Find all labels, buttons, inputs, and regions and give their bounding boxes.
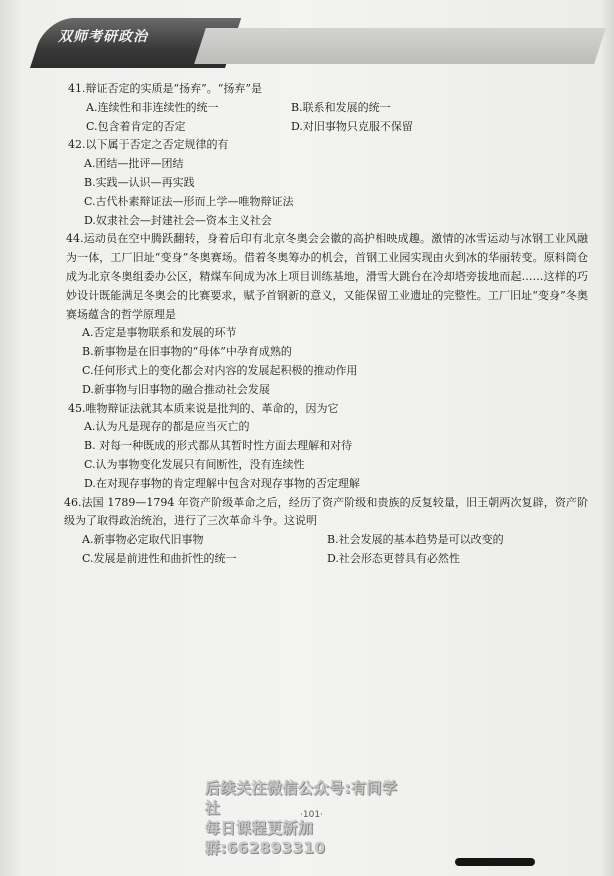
question-stem: 46.法国 1789—1794 年资产阶级革命之后，经历了资产阶级和贵族的反复较量，旧王朝两次复辟，资产阶级为了取得政治统治，进行了三次革命斗争。这说明 bbox=[64, 495, 588, 528]
option-a: A.连续性和非连续性的统一 bbox=[86, 100, 219, 114]
header-title: 双师考研政治 bbox=[58, 29, 148, 45]
watermark-line-2: 每日课程更新加群:662893310 bbox=[205, 819, 326, 857]
option-c: C.古代朴素辩证法—形而上学—唯物辩证法 bbox=[84, 194, 294, 208]
question-44 bbox=[66, 230, 588, 399]
option-d: D.对旧事物只克服不保留 bbox=[291, 119, 413, 133]
question-list bbox=[64, 80, 588, 569]
option-b: B.社会发展的基本趋势是可以改变的 bbox=[327, 533, 504, 547]
option-b: B.实践—认识—再实践 bbox=[84, 175, 195, 189]
question-stem: 41.辩证否定的实质是“扬弃”。“扬弃”是 bbox=[68, 82, 262, 95]
option-d: D.社会形态更替具有必然性 bbox=[327, 551, 460, 565]
option-b: B.新事物是在旧事物的“母体”中孕育成熟的 bbox=[82, 345, 292, 359]
option-d: D.奴隶社会—封建社会—资本主义社会 bbox=[84, 213, 272, 227]
header-light-bar bbox=[194, 28, 606, 64]
option-group bbox=[68, 155, 588, 230]
option-b: B.联系和发展的统一 bbox=[291, 100, 391, 114]
watermark-line-1: 后续关注微信公众号:有间学社 bbox=[205, 779, 398, 817]
question-stem: 42.以下属于否定之否定规律的有 bbox=[68, 138, 229, 152]
option-group bbox=[68, 418, 588, 493]
question-42 bbox=[68, 136, 588, 230]
option-a: A.新事物必定取代旧事物 bbox=[82, 533, 204, 547]
option-c: C.认为事物变化发展只有间断性，没有连续性 bbox=[84, 457, 305, 471]
option-a: A.团结—批评—团结 bbox=[84, 157, 184, 171]
option-a: A.认为凡是现存的都是应当灭亡的 bbox=[84, 420, 250, 434]
option-group bbox=[66, 324, 588, 399]
option-group bbox=[64, 531, 588, 569]
question-stem: 44.运动员在空中腾跃翻转，身着后印有北京冬奥会会徽的高护相映成趣。激情的冰雪运动与冰钢工业风融为一体，工厂旧址“变身”冬奥赛场。借着冬奥筹办的机会，首钢工业园实现由火到冰的华丽转变。原料筒仓成为北京冬奥组委办公区，精煤车间成为冰上项目训练基地，滑雪大跳台在冷却塔旁拔地而起……这样的巧妙设计既能满足冬奥会的比赛要求，赋予首钢新的意义，又能保留工业遗址的完整性。工厂旧址“变身”冬奥赛场蕴含的哲学原理是 bbox=[66, 232, 588, 321]
question-46 bbox=[64, 494, 588, 569]
option-c: C.包含着肯定的否定 bbox=[86, 119, 186, 133]
option-a: A.否定是事物联系和发展的环节 bbox=[82, 326, 237, 340]
option-c: C.发展是前进性和曲折性的统一 bbox=[82, 551, 237, 565]
question-45 bbox=[68, 400, 588, 494]
question-41 bbox=[68, 80, 588, 136]
page-number: ·101· bbox=[300, 810, 323, 820]
option-d: D.在对现存事物的肯定理解中包含对现存事物的否定理解 bbox=[84, 476, 360, 490]
option-b: B. 对每一种既成的形式都从其暂时性方面去理解和对待 bbox=[84, 439, 353, 453]
scan-mark bbox=[455, 858, 535, 866]
option-d: D.新事物与旧事物的融合推动社会发展 bbox=[82, 382, 270, 396]
option-c: C.任何形式上的变化都会对内容的发展起积极的推动作用 bbox=[82, 363, 358, 377]
question-stem: 45.唯物辩证法就其本质来说是批判的、革命的，因为它 bbox=[68, 401, 339, 415]
option-group bbox=[68, 99, 588, 137]
